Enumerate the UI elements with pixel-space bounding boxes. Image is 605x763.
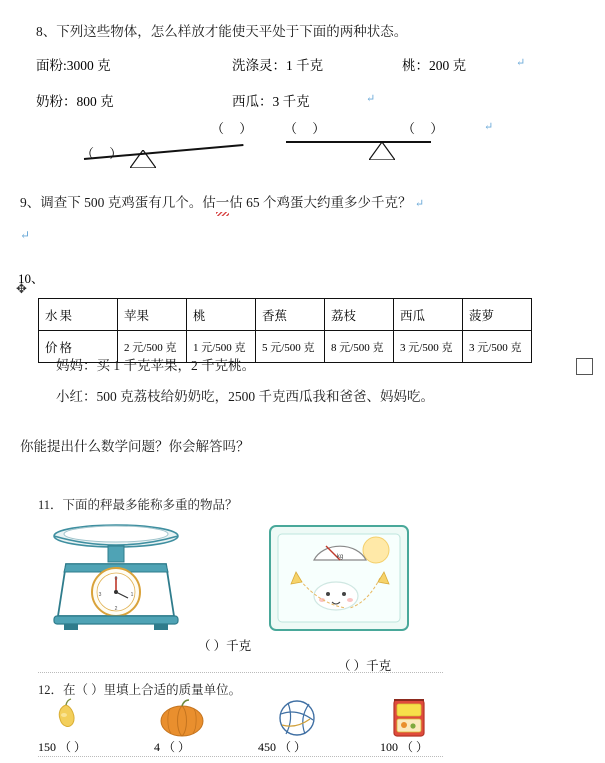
price-banana: 5 元/500 克 [256, 331, 325, 363]
row-label-price: 价格 [39, 331, 118, 363]
dialogue-xiaohong: 小红：500 克荔枝给奶奶吃，2500 千克西瓜我和爸爸、妈妈吃。 [56, 389, 434, 404]
fruit-price-table [38, 298, 532, 363]
question-12-text: 12．在（ ）里填上合适的质量单位。 [38, 683, 242, 697]
pilcrow-mark: ↵ [366, 93, 376, 106]
question-8-text: 8、下列这些物体，怎么样放才能使天平处于下面的两种状态。 [36, 24, 408, 39]
item-flour: 面粉:3000 克 [36, 58, 111, 74]
question-10-prompt: 你能提出什么数学问题？你会解答吗？ [20, 439, 250, 454]
svg-text:2: 2 [114, 606, 118, 612]
snack-bag-icon [386, 697, 432, 739]
header-peach: 桃 [187, 299, 256, 331]
pilcrow-mark: ↵ [516, 57, 526, 70]
label-volleyball: 450 （ ） [258, 740, 307, 754]
price-watermelon: 3 元/500 克 [394, 331, 463, 363]
price-apple: 2 元/500 克 [118, 331, 187, 363]
pilcrow-mark: ↵ [484, 121, 494, 133]
header-lychee: 荔枝 [325, 299, 394, 331]
question-10-label: 10、 [18, 271, 45, 286]
question-11-illustrations [38, 520, 458, 635]
pumpkin-icon [158, 697, 206, 739]
answer-blank-right: （ ）千克 [338, 659, 392, 673]
svg-text:3: 3 [98, 592, 102, 598]
question-8-items-row-1 [36, 54, 581, 82]
bathroom-scale-icon [264, 520, 414, 635]
question-12-illustrations [38, 697, 458, 737]
blank-label-4: （ ） [81, 146, 129, 161]
question-8 [36, 22, 581, 118]
label-snack-bag: 100 （ ） [380, 740, 429, 754]
header-watermelon: 西瓜 [394, 299, 463, 331]
item-peach: 桃：200 克 [402, 58, 467, 74]
question-9-prefix: 9、调查下 500 克鸡蛋有几个。估 [20, 195, 216, 210]
divider [38, 672, 443, 673]
kitchen-scale-icon [38, 520, 228, 635]
pear-icon [46, 697, 86, 737]
answer-blank-left: （ ）千克 [198, 639, 252, 653]
balance-beam-level [286, 141, 431, 143]
blank-label-3: （ ） [402, 121, 450, 136]
price-pineapple: 3 元/500 克 [463, 331, 532, 363]
blank-label-1: （ ） [211, 121, 259, 136]
move-handle-icon[interactable]: ✥ [16, 281, 27, 296]
divider [38, 756, 443, 757]
item-milk-powder: 奶粉：800 克 [36, 94, 114, 110]
label-pear: 150 （ ） [38, 740, 87, 754]
balance-scales-illustration [36, 118, 581, 178]
price-lychee: 8 元/500 克 [325, 331, 394, 363]
price-peach: 1 元/500 克 [187, 331, 256, 363]
item-detergent: 洗涤灵：1 千克 [232, 58, 324, 74]
question-8-items-row-2 [36, 90, 581, 118]
volleyball-icon [276, 697, 318, 739]
question-9 [20, 193, 580, 215]
label-pumpkin: 4 （ ） [154, 740, 191, 754]
dialogue-mom: 妈妈：买 1 千克苹果，2 千克桃。 [56, 358, 256, 373]
blank-label-2: （ ） [284, 121, 332, 136]
question-9-underlined: 一 [216, 193, 230, 215]
pilcrow-mark: ↵ [414, 198, 425, 210]
header-pineapple: 菠萝 [463, 299, 532, 331]
item-watermelon: 西瓜：3 千克 [232, 94, 310, 110]
header-banana: 香蕉 [256, 299, 325, 331]
header-fruit: 水果 [39, 299, 118, 331]
question-11-text: 11．下面的秤最多能称多重的物品？ [38, 498, 238, 512]
page-corner-box [576, 358, 593, 375]
svg-text:1: 1 [130, 592, 134, 598]
pilcrow-mark: ↵ [20, 228, 31, 242]
table-row [39, 299, 532, 331]
svg-text:0: 0 [114, 576, 118, 582]
question-9-suffix: 估 65 个鸡蛋大约重多少千克？ [229, 195, 412, 210]
scale-dial-unit: kg [336, 554, 344, 560]
balance-fulcrum-level [369, 142, 395, 160]
balance-fulcrum-tilted [130, 150, 156, 168]
header-apple: 苹果 [118, 299, 187, 331]
